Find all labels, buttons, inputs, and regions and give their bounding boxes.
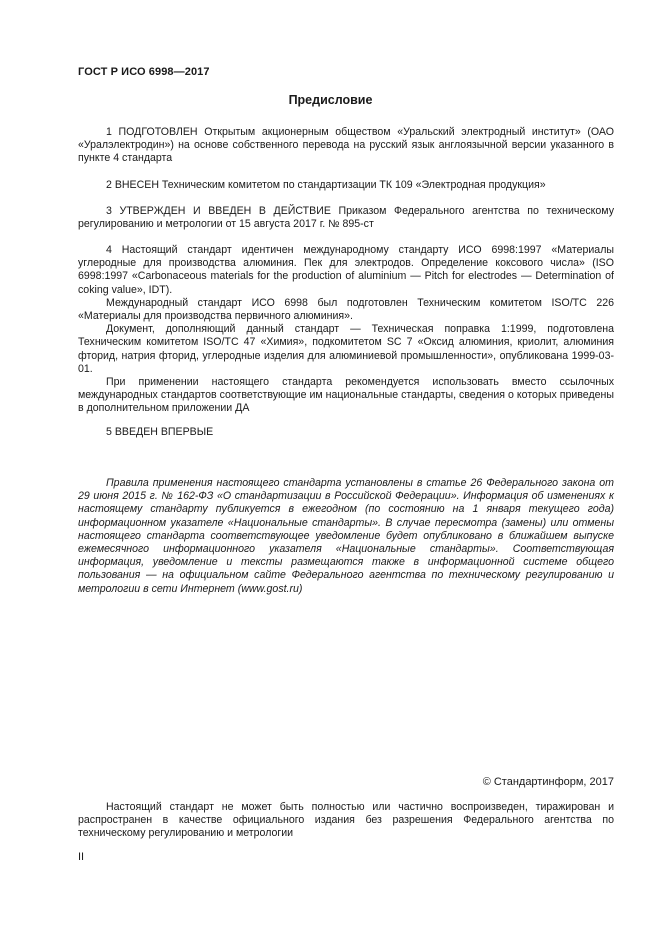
section-3-text: 3 УТВЕРЖДЕН И ВВЕДЕН В ДЕЙСТВИЕ Приказом Федерального агентства по техническому регулированию и метрологии от 15 августа 2017 г. № 895-ст — [78, 205, 614, 231]
reproduction-notice-text: Настоящий стандарт не может быть полностью или частично воспроизведен, тиражирован и распространен в качестве официального издания без разрешения Федерального агентства по техническому регулированию и метрологии — [78, 801, 614, 840]
section-4 — [78, 244, 614, 416]
rules-note-text: Правила применения настоящего стандарта установлены в статье 26 Федерального закона от 29 июня 2015 г. № 162-ФЗ «О стандартизации в Российской Федерации». Информация об изменениях к настоящему стандарту публикуется в ежегодном (по состоянию на 1 января текущего года) информационном указателе «Национальные стандарты». В случае пересмотра (замены) или отмены настоящего стандарта соответствующее уведомление будет опубликовано в ближайшем выпуске ежемесячного информационного указателя «Национальные стандарты». Соответствующая информация, уведомление и тексты размещаются также в информационной системе общего пользования — на официальном сайте Федерального агентства по техническому регулированию и метрологии в сети Интернет (www.gost.ru) — [78, 477, 614, 595]
rules-note — [78, 477, 614, 596]
copyright-line: © Стандартинформ, 2017 — [482, 776, 614, 788]
page-number: II — [78, 851, 85, 863]
section-5-text: 5 ВВЕДЕН ВПЕРВЫЕ — [106, 426, 214, 438]
section-4-paragraph-2: Международный стандарт ИСО 6998 был подготовлен Техническим комитетом ISO/TC 226 «Материалы для производства первичного алюминия». — [78, 296, 614, 323]
section-2 — [78, 179, 614, 192]
section-1-text: 1 ПОДГОТОВЛЕН Открытым акционерным обществом «Уральский электродный институт» (ОАО «Уралэлектродин») на основе собственного перевода на русский язык англоязычной версии указанного в пункте 4 стандарта — [78, 126, 614, 165]
section-2-text: 2 ВНЕСЕН Техническим комитетом по стандартизации ТК 109 «Электродная продукция» — [106, 179, 546, 191]
section-4-paragraph-1: 4 Настоящий стандарт идентичен международному стандарту ИСО 6998:1997 «Материалы углеродные для производства алюминия. Пек для электродов. Определение коксового числа» (ISO 6998:1997 «Carbonaceous materials for the production of aluminium — Pitch for electrodes — Determination of coking value», IDT). — [78, 244, 614, 296]
reproduction-notice — [78, 801, 614, 841]
section-4-paragraph-3: Документ, дополняющий данный стандарт — Техническая поправка 1:1999, подготовлена Техническим комитетом ISO/TC 47 «Химия», подкомитетом SC 7 «Оксид алюминия, криолит, алюминия фторид, натрия фторид, углеродные изделия для алюминиевой промышленности», опубликована 1999-03-01. — [78, 323, 614, 375]
section-5 — [78, 426, 614, 439]
section-4-paragraph-4: При применении настоящего стандарта рекомендуется использовать вместо ссылочных международных стандартов соответствующие им национальные стандарты, сведения о которых приведены в дополнительном приложении ДА — [78, 376, 614, 415]
page-title: Предисловие — [288, 93, 373, 107]
document-code: ГОСТ Р ИСО 6998—2017 — [78, 66, 210, 78]
section-1 — [78, 126, 614, 166]
section-3 — [78, 205, 614, 231]
